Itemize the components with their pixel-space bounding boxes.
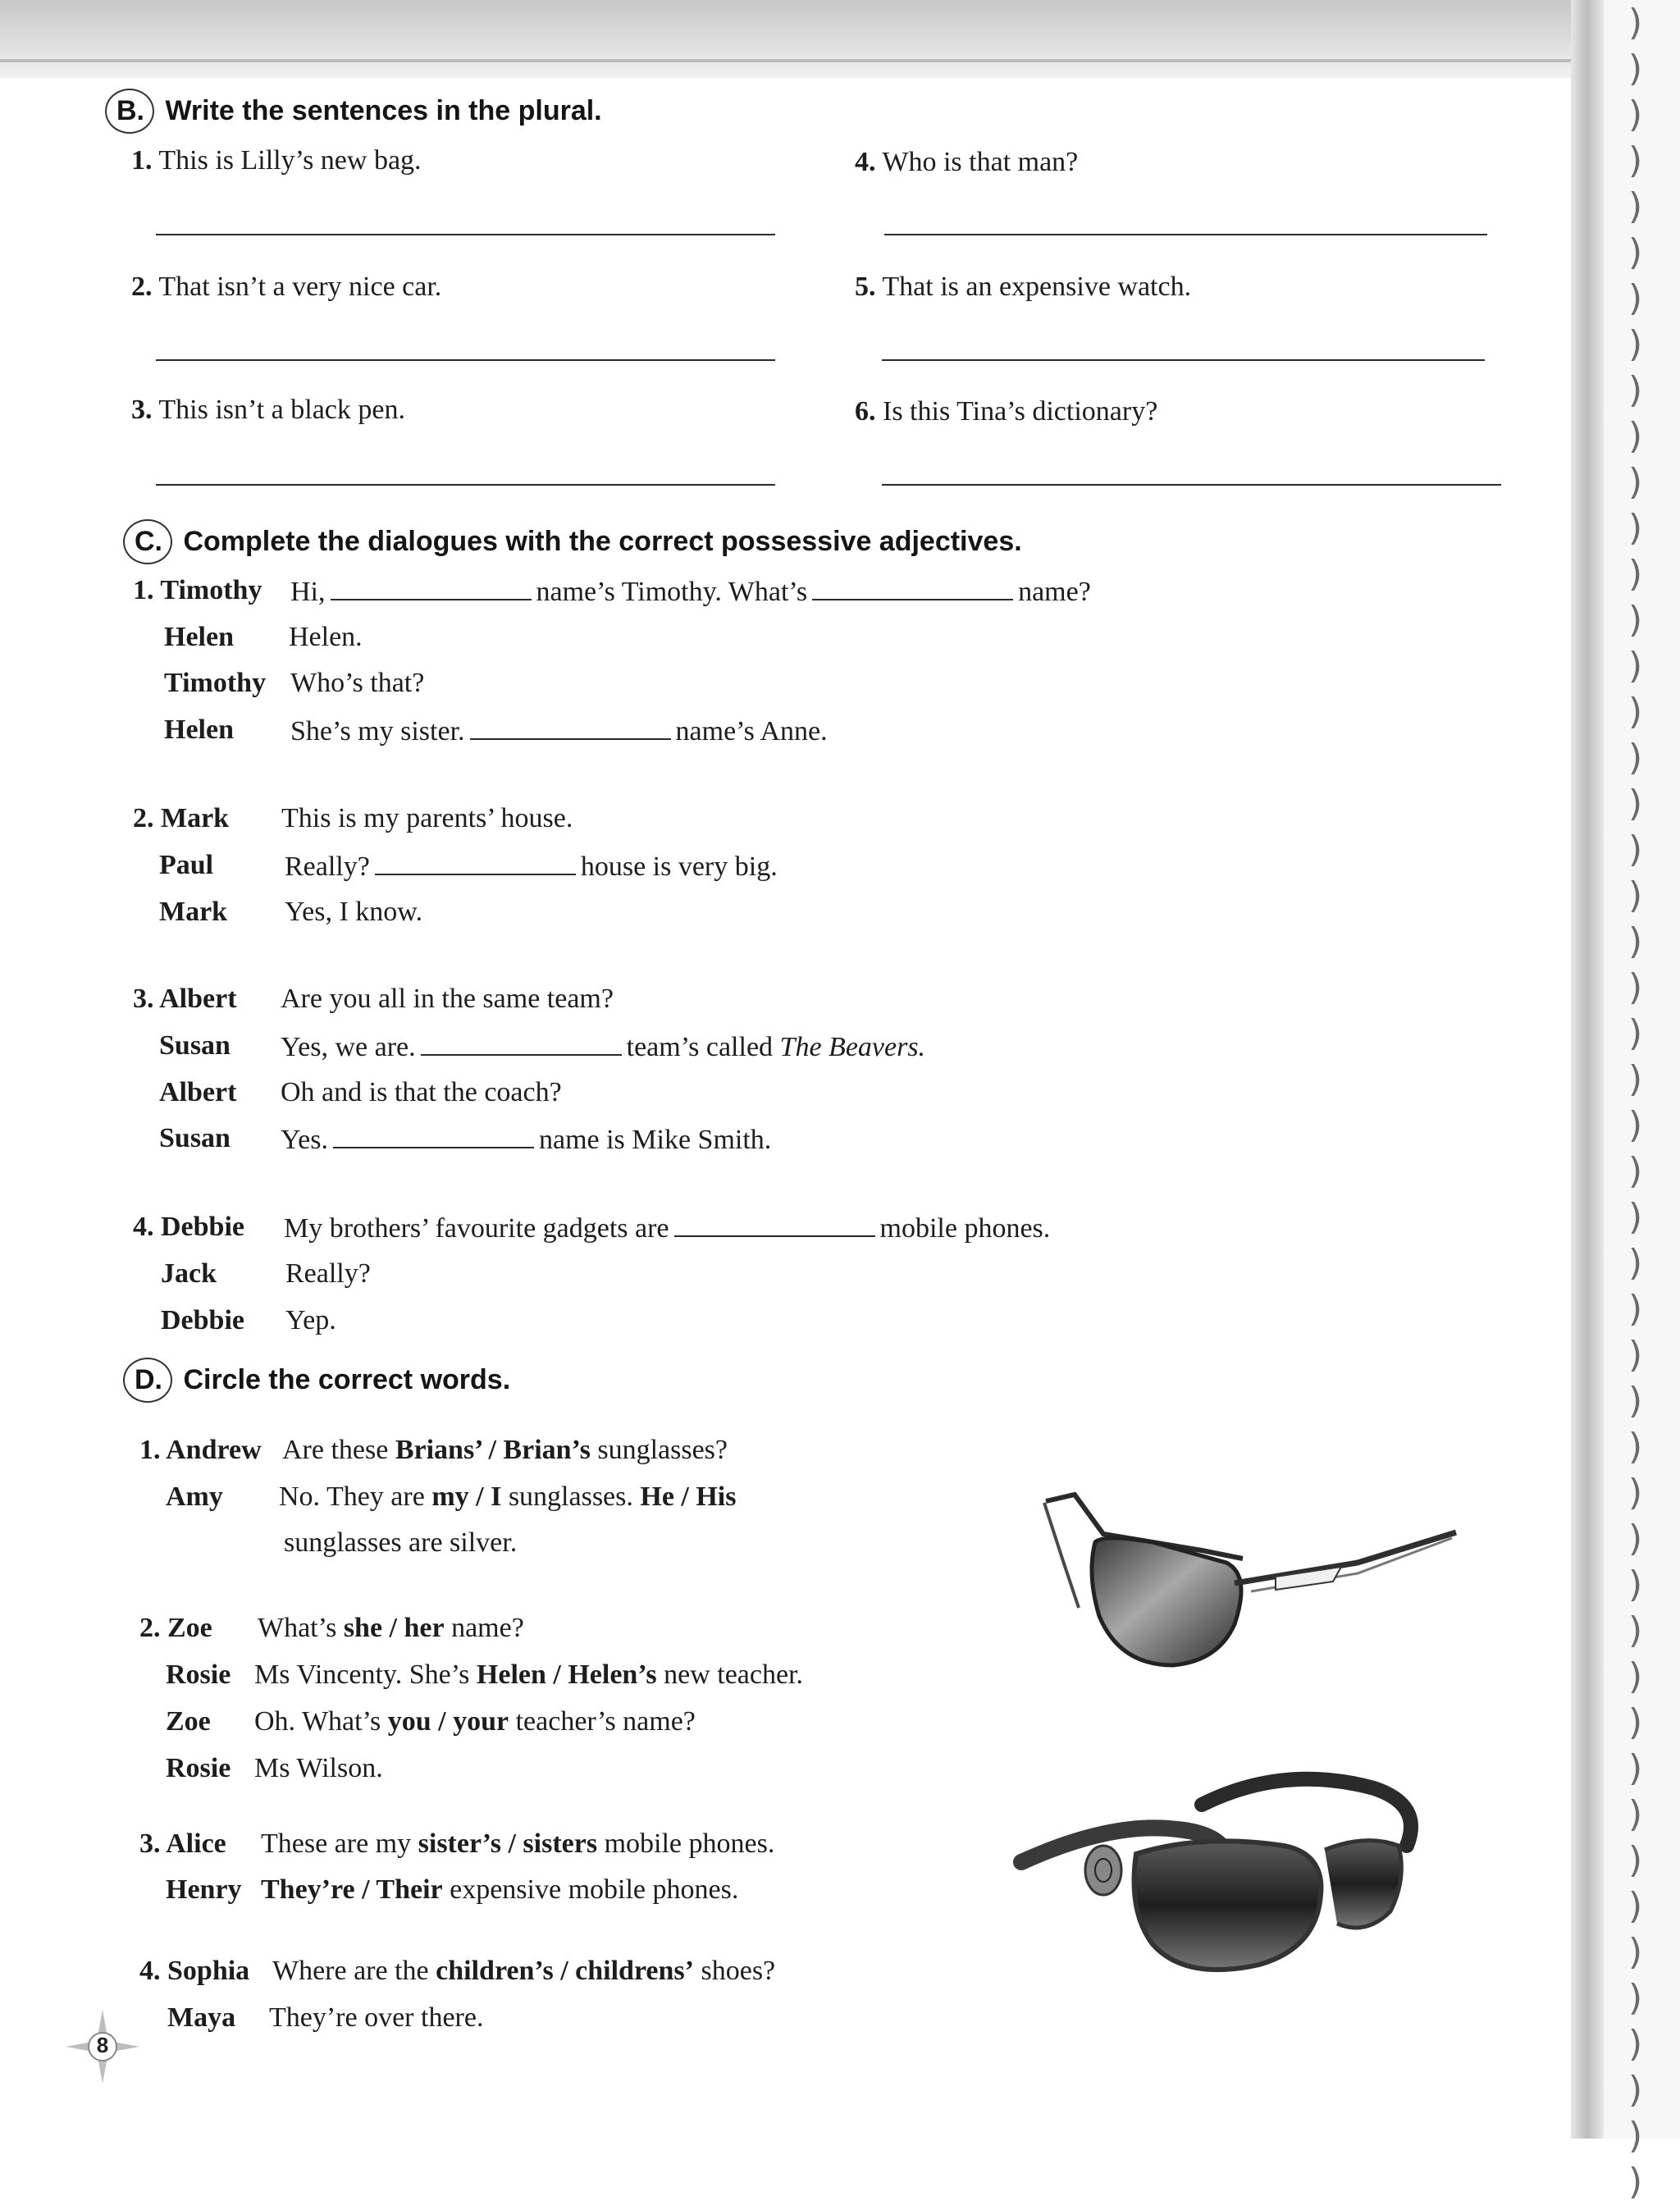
answer-line-b3[interactable] [156, 484, 775, 486]
dialogue-c2-line-1-speaker: 2. Mark [133, 803, 230, 833]
dialogue-c2-line-3-speaker: Mark [159, 897, 228, 927]
dialogue-d4-line-2-speaker: Maya [167, 2002, 236, 2033]
dialogue-c2-line-2-speaker: Paul [159, 850, 214, 880]
dialogue-c2-line-1: This is my parents’ house. [281, 803, 573, 833]
gap-input[interactable] [331, 574, 532, 600]
word-choice[interactable]: They’re / Their [261, 1874, 443, 1905]
answer-line-b1[interactable] [156, 234, 775, 235]
exercise-b-item-4: 4. Who is that man? [855, 147, 1079, 177]
dialogue-c3-line-2-speaker: Susan [159, 1030, 231, 1061]
dialogue-c1-line-3: Who’s that? [290, 668, 425, 698]
dialogue-d2-line-3-speaker: Zoe [166, 1706, 211, 1737]
section-b-heading [105, 89, 602, 134]
dialogue-c1-line-4: She’s my sister. name’s Anne. [290, 714, 828, 748]
dialogue-c3-line-3-speaker: Albert [159, 1077, 237, 1107]
dialogue-d4-line-1-speaker: 4. Sophia [139, 1956, 250, 1986]
dialogue-c3-line-2: Yes, we are. team’s called The Beavers. [281, 1029, 925, 1064]
word-choice[interactable]: she / her [343, 1613, 445, 1643]
dialogue-d4-line-1: Where are the children’s / childrens’ shoes? [272, 1956, 776, 1986]
dialogue-d1-line-2: No. They are my / I sunglasses. He / His [279, 1481, 737, 1512]
dialogue-d3-line-2-speaker: Henry [166, 1874, 242, 1905]
exercise-b-item-1: 1. This is Lilly’s new bag. [131, 145, 422, 176]
dialogue-c2-line-2: Really? house is very big. [285, 849, 778, 883]
section-c-letter: C. [123, 519, 172, 564]
exercise-b-item-5: 5. That is an expensive watch. [855, 272, 1192, 302]
dialogue-d2-line-4: Ms Wilson. [254, 1753, 383, 1783]
dialogue-d2-line-1: What’s she / her name? [258, 1613, 524, 1643]
section-d-heading [123, 1358, 510, 1403]
dialogue-c4-line-3-speaker: Debbie [161, 1305, 244, 1335]
answer-line-b6[interactable] [882, 484, 1501, 486]
section-c-title: Complete the dialogues with the correct possessive adjectives. [183, 526, 1022, 557]
gap-input[interactable] [375, 849, 576, 875]
dialogue-d3-line-1-speaker: 3. Alice [139, 1828, 226, 1859]
gap-input[interactable] [812, 574, 1013, 600]
answer-line-b2[interactable] [156, 359, 775, 361]
dialogue-d4-line-2: They’re over there. [269, 2002, 484, 2033]
word-choice[interactable]: Helen / Helen’s [476, 1659, 657, 1690]
exercise-b-item-2: 2. That isn’t a very nice car. [131, 272, 442, 302]
dialogue-c1-line-2-speaker: Helen [164, 622, 234, 652]
dialogue-c4-line-3: Yep. [285, 1305, 336, 1335]
answer-line-b5[interactable] [882, 359, 1485, 361]
page-top-band [0, 0, 1583, 78]
dialogue-c3-line-4-speaker: Susan [159, 1123, 231, 1153]
gap-input[interactable] [333, 1122, 534, 1148]
gap-input[interactable] [674, 1211, 875, 1237]
dialogue-d1-line-2-speaker: Amy [166, 1481, 223, 1512]
dialogue-d3-line-1: These are my sister’s / sisters mobile phones. [261, 1828, 775, 1859]
dialogue-d1-line-1: Are these Brians’ / Brian’s sunglasses? [282, 1435, 728, 1465]
dialogue-c1-line-2: Helen. [289, 622, 363, 652]
section-d-title: Circle the correct words. [183, 1364, 511, 1395]
word-choice[interactable]: you / your [387, 1706, 509, 1737]
dialogue-c1-line-1: Hi, name’s Timothy. What’s name? [290, 574, 1091, 609]
dialogue-c3-line-1: Are you all in the same team? [281, 984, 614, 1014]
dialogue-c2-line-3: Yes, I know. [285, 897, 423, 927]
word-choice[interactable]: sister’s / sisters [418, 1828, 598, 1859]
sunglasses-aviator-image [1029, 1485, 1472, 1682]
dialogue-c1-line-3-speaker: Timothy [164, 668, 267, 698]
exercise-b-item-3: 3. This isn’t a black pen. [131, 395, 405, 425]
dialogue-d1-line-1-speaker: 1. Andrew [139, 1435, 262, 1465]
page-spine-shadow [1571, 0, 1604, 2139]
section-d-letter: D. [123, 1358, 172, 1403]
gap-input[interactable] [470, 714, 671, 740]
word-choice[interactable]: Brians’ / Brian’s [395, 1435, 591, 1465]
dialogue-c1-line-4-speaker: Helen [164, 714, 234, 745]
page-number-badge [66, 2010, 139, 2084]
page-number: 8 [96, 2033, 109, 2057]
word-choice[interactable]: He / His [640, 1481, 737, 1512]
dialogue-c3-line-1-speaker: 3. Albert [133, 984, 237, 1014]
sunglasses-wraparound-image [1013, 1755, 1440, 2002]
dialogue-c4-line-1-speaker: 4. Debbie [133, 1212, 244, 1242]
exercise-b-item-6: 6. Is this Tina’s dictionary? [855, 396, 1158, 427]
section-b-title: Write the sentences in the plural. [165, 95, 602, 126]
dialogue-d1-line-3: sunglasses are silver. [284, 1527, 518, 1558]
dialogue-d3-line-2: They’re / Their expensive mobile phones. [261, 1874, 739, 1905]
word-choice[interactable]: my / I [431, 1481, 502, 1512]
word-choice[interactable]: children’s / childrens’ [436, 1956, 694, 1986]
answer-line-b4[interactable] [884, 234, 1487, 235]
dialogue-c3-line-4: Yes. name is Mike Smith. [281, 1122, 771, 1157]
dialogue-c4-line-2: Really? [285, 1258, 371, 1289]
dialogue-d2-line-1-speaker: 2. Zoe [139, 1613, 212, 1643]
dialogue-c4-line-2-speaker: Jack [161, 1258, 217, 1289]
gap-input[interactable] [421, 1029, 622, 1056]
dialogue-c3-line-3: Oh and is that the coach? [281, 1077, 562, 1107]
spiral-binding: ) ) ) ) ) ) ) ) ) ) ) ) ) ) ) ) ) ) ) ) ) ) ) ) ) ) ) ) ) ) ) ) ) ) ) ) ) ) ) ) ) ) ) ) ) ) ) ) [1628, 2, 1643, 2203]
dialogue-d2-line-4-speaker: Rosie [166, 1753, 231, 1783]
section-b-letter: B. [105, 89, 154, 134]
dialogue-d2-line-3: Oh. What’s you / your teacher’s name? [254, 1706, 696, 1737]
dialogue-d2-line-2-speaker: Rosie [166, 1659, 231, 1690]
dialogue-d2-line-2: Ms Vincenty. She’s Helen / Helen’s new teacher. [254, 1659, 804, 1690]
section-c-heading [123, 519, 1022, 564]
dialogue-c1-line-1-speaker: 1. Timothy [133, 575, 262, 605]
dialogue-c4-line-1: My brothers’ favourite gadgets are mobile phones. [284, 1211, 1050, 1245]
